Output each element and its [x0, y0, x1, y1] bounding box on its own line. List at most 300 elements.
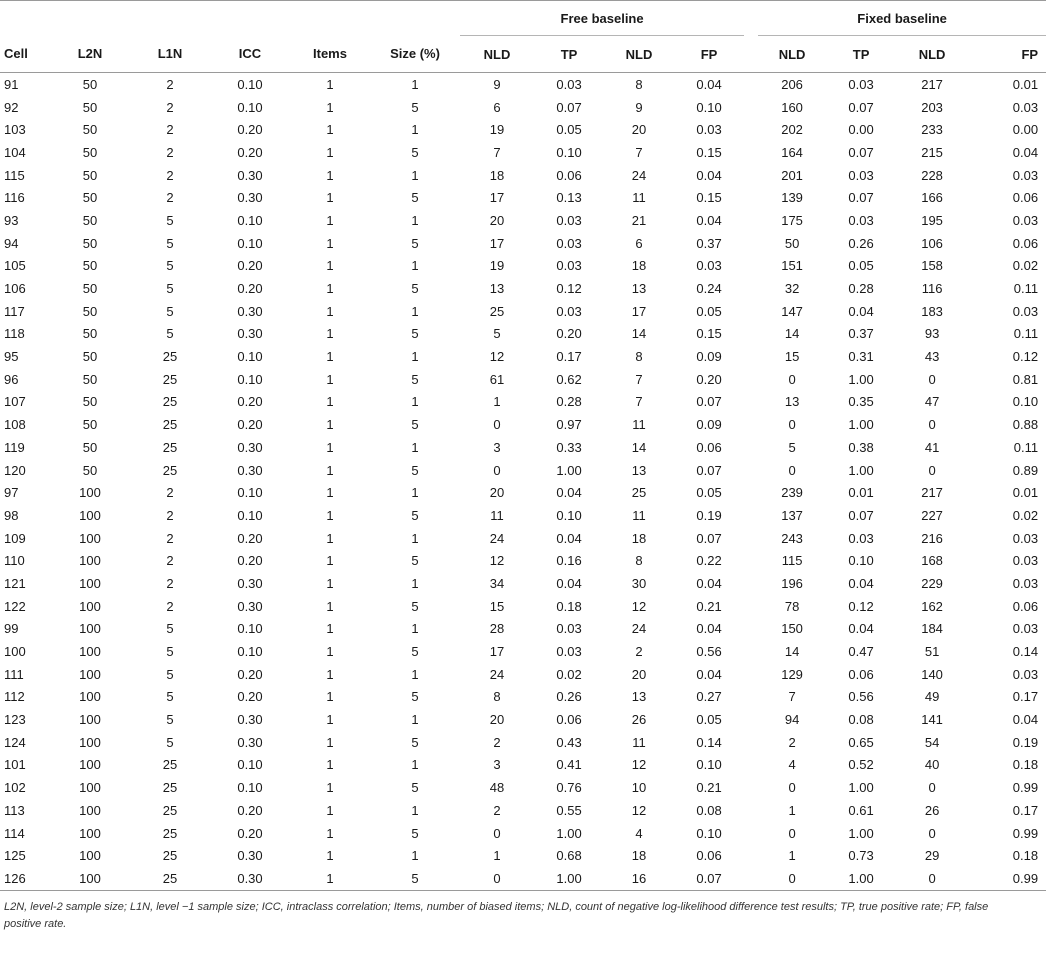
table-cell: 1 — [326, 644, 334, 660]
cell-spacer — [744, 549, 758, 572]
table-cell: 0.01 — [1012, 485, 1039, 501]
table-cell: 109 — [4, 530, 26, 546]
table-cell: 111 — [4, 666, 24, 682]
table-cell: 0.10 — [237, 507, 263, 523]
table-cell: 25 — [162, 439, 178, 455]
cell-spacer — [744, 799, 758, 822]
cell-spacer — [744, 618, 758, 641]
table-row — [0, 481, 1046, 504]
table-row — [0, 549, 1046, 572]
cell-spacer — [744, 345, 758, 368]
cell-spacer — [744, 118, 758, 141]
table-cell: 5 — [166, 734, 174, 750]
cell-spacer — [744, 776, 758, 799]
table-cell: 0.07 — [848, 190, 874, 206]
table-cell: 1 — [326, 734, 334, 750]
table-cell: 243 — [781, 530, 803, 546]
table-cell: 115 — [781, 553, 803, 569]
table-cell: 2 — [166, 598, 174, 614]
table-cell: 216 — [921, 530, 943, 546]
cell-spacer — [744, 232, 758, 255]
table-cell: 106 — [921, 235, 943, 251]
table-cell: 0.03 — [1012, 303, 1039, 319]
table-cell: 0.07 — [696, 462, 722, 478]
table-cell: 120 — [4, 462, 26, 478]
cell-spacer — [744, 164, 758, 187]
table-cell: 1.00 — [534, 867, 604, 890]
table-cell: 100 — [79, 734, 101, 750]
table-cell: 0 — [493, 462, 501, 478]
table-cell: 1 — [411, 485, 419, 501]
table-cell: 0 — [928, 371, 936, 387]
table-cell: 0.08 — [848, 712, 874, 728]
table-row — [0, 459, 1046, 482]
table-cell: 0.03 — [1012, 167, 1039, 183]
table-cell: 0.04 — [696, 76, 722, 92]
table-cell: 5 — [493, 326, 501, 342]
table-cell: 24 — [489, 530, 505, 546]
table-cell: 2 — [166, 507, 174, 523]
table-row — [0, 618, 1046, 641]
table-cell: 1 — [326, 212, 334, 228]
table-row — [0, 799, 1046, 822]
table-cell: 0.03 — [848, 76, 874, 92]
cell-spacer — [744, 391, 758, 414]
table-cell: 25 — [162, 394, 178, 410]
table-cell: 0.07 — [848, 507, 874, 523]
table-row — [0, 118, 1046, 141]
table-row — [0, 844, 1046, 867]
table-cell: 0.04 — [556, 575, 582, 591]
table-cell: 47 — [924, 394, 940, 410]
table-cell: 0.15 — [696, 190, 722, 206]
table-cell: 0.06 — [556, 712, 582, 728]
cell-spacer — [744, 595, 758, 618]
table-cell: 0.97 — [556, 417, 582, 433]
table-cell: 20 — [631, 666, 647, 682]
table-cell: 1 — [411, 530, 419, 546]
table-cell: 0.06 — [556, 167, 582, 183]
table-cell: 0 — [788, 462, 796, 478]
table-cell: 0.11 — [1013, 326, 1039, 342]
table-cell: 100 — [50, 867, 130, 890]
cell-spacer — [744, 504, 758, 527]
table-cell: 0.20 — [237, 825, 263, 841]
table-cell: 1 — [411, 802, 419, 818]
table-cell: 51 — [924, 644, 940, 660]
table-cell: 0.16 — [556, 553, 582, 569]
table-cell: 0.03 — [1012, 553, 1039, 569]
table-cell: 1 — [411, 349, 419, 365]
table-cell: 1 — [290, 867, 370, 890]
table-cell: 0 — [928, 462, 936, 478]
table-row — [0, 300, 1046, 323]
table-cell: 25 — [631, 485, 647, 501]
table-cell: 7 — [788, 689, 796, 705]
table-cell: 100 — [79, 553, 101, 569]
table-cell: 117 — [4, 303, 25, 319]
table-cell: 50 — [82, 144, 98, 160]
table-cell: 0.03 — [848, 167, 874, 183]
table-cell: 98 — [4, 507, 19, 523]
table-cell: 0.03 — [556, 303, 582, 319]
table-cell: 123 — [4, 712, 26, 728]
table-cell: 100 — [79, 575, 101, 591]
table-cell: 118 — [4, 326, 25, 342]
table-cell: 0 — [788, 371, 796, 387]
table-cell: 101 — [4, 757, 26, 773]
table-cell: 168 — [921, 553, 943, 569]
table-cell: 0.11 — [1013, 281, 1039, 297]
table-cell: 4 — [635, 825, 643, 841]
cell-spacer — [744, 186, 758, 209]
table-cell: 0.65 — [848, 734, 874, 750]
table-cell: 1 — [411, 76, 419, 92]
table-cell: 0.47 — [848, 644, 874, 660]
table-cell: 1 — [326, 417, 334, 433]
table-cell: 0.33 — [556, 439, 582, 455]
table-cell: 0 — [493, 417, 501, 433]
table-cell: 0.52 — [848, 757, 874, 773]
table-cell: 0.07 — [556, 99, 582, 115]
table-cell: 50 — [82, 99, 98, 115]
table-cell: 21 — [631, 212, 647, 228]
table-cell: 5 — [411, 371, 419, 387]
table-cell: 0.20 — [237, 689, 263, 705]
table-row — [0, 96, 1046, 119]
table-cell: 0.10 — [696, 757, 722, 773]
table-cell: 18 — [489, 167, 505, 183]
table-row — [0, 232, 1046, 255]
table-cell: 3 — [493, 439, 501, 455]
table-row — [0, 776, 1046, 799]
table-cell: 5 — [411, 644, 419, 660]
table-cell: 50 — [784, 235, 800, 251]
table-cell: 12 — [631, 598, 647, 614]
table-cell: 5 — [411, 99, 419, 115]
table-cell: 96 — [4, 371, 19, 387]
table-cell: 1 — [326, 825, 334, 841]
table-cell: 7 — [635, 144, 643, 160]
table-cell: 5 — [788, 439, 796, 455]
table-row — [0, 436, 1046, 459]
cell-spacer — [744, 323, 758, 346]
table-cell: 0.03 — [1012, 530, 1039, 546]
table-cell: 100 — [4, 644, 26, 660]
table-cell: 97 — [4, 485, 19, 501]
table-cell: 125 — [4, 848, 26, 864]
table-cell: 0.03 — [1012, 99, 1039, 115]
table-cell: 5 — [411, 144, 419, 160]
table-cell: 1 — [326, 530, 334, 546]
table-cell: 13 — [631, 462, 647, 478]
table-cell: 124 — [4, 734, 26, 750]
table-cell: 1.00 — [556, 825, 582, 841]
table-cell: 0.43 — [556, 734, 582, 750]
table-row — [0, 708, 1046, 731]
table-row — [0, 391, 1046, 414]
table-cell: 24 — [631, 167, 647, 183]
table-cell: 0.10 — [848, 553, 874, 569]
table-cell: 0 — [788, 825, 796, 841]
cell-spacer — [744, 436, 758, 459]
table-cell: 122 — [4, 598, 26, 614]
table-cell: 2 — [166, 144, 174, 160]
table-cell: 0.30 — [237, 167, 263, 183]
table-cell: 0.26 — [556, 689, 582, 705]
table-cell: 0.09 — [696, 349, 722, 365]
table-cell: 239 — [781, 485, 803, 501]
table-cell: 140 — [921, 666, 943, 682]
table-cell: 0.76 — [556, 780, 582, 796]
table-row — [0, 73, 1046, 96]
table-cell: 5 — [166, 258, 174, 274]
table-cell: 0.21 — [696, 598, 722, 614]
table-cell: 0 — [928, 417, 936, 433]
table-cell: 100 — [79, 598, 101, 614]
table-cell: 5 — [411, 281, 419, 297]
table-cell: 0.03 — [848, 212, 874, 228]
table-cell: 0.00 — [848, 122, 874, 138]
table-cell: 4 — [788, 757, 796, 773]
table-cell: 100 — [79, 621, 101, 637]
table-cell: 0.10 — [556, 144, 582, 160]
table-cell: 5 — [411, 326, 419, 342]
table-cell: 0 — [460, 867, 534, 890]
table-cell: 30 — [631, 575, 647, 591]
table-cell: 0.04 — [556, 530, 582, 546]
table-cell: 1 — [326, 848, 334, 864]
table-cell: 50 — [82, 190, 98, 206]
table-cell: 5 — [411, 598, 419, 614]
table-cell: 25 — [162, 825, 178, 841]
table-cell: 0.02 — [556, 666, 582, 682]
table-row — [0, 731, 1046, 754]
table-cell: 1 — [326, 689, 334, 705]
table-cell: 0.30 — [237, 462, 263, 478]
table-cell: 13 — [489, 281, 505, 297]
table-cell: 0.04 — [848, 303, 874, 319]
table-cell: 150 — [781, 621, 803, 637]
table-cell: 20 — [489, 212, 505, 228]
column-header: Cell — [0, 36, 50, 73]
table-cell: 5 — [411, 235, 419, 251]
table-cell: 25 — [162, 462, 178, 478]
table-cell: 100 — [79, 825, 101, 841]
table-cell: 5 — [166, 689, 174, 705]
table-cell: 0.03 — [556, 644, 582, 660]
table-cell: 14 — [631, 326, 647, 342]
table-cell: 0.99 — [968, 867, 1046, 890]
table-cell: 17 — [489, 190, 505, 206]
table-cell: 0.03 — [556, 235, 582, 251]
table-cell: 0.04 — [1012, 144, 1039, 160]
table-cell: 107 — [4, 394, 26, 410]
table-cell: 0.10 — [237, 780, 263, 796]
table-cell: 0.12 — [848, 598, 874, 614]
table-cell: 0.09 — [696, 417, 722, 433]
table-cell: 0.14 — [696, 734, 722, 750]
table-cell: 25 — [162, 757, 178, 773]
table-cell: 1 — [326, 712, 334, 728]
table-cell: 1 — [411, 575, 419, 591]
table-cell: 17 — [489, 235, 505, 251]
table-cell: 0.20 — [556, 326, 582, 342]
cell-spacer — [744, 663, 758, 686]
table-cell: 0.10 — [696, 99, 722, 115]
table-cell: 1 — [326, 371, 334, 387]
table-cell: 158 — [921, 258, 943, 274]
table-row — [0, 345, 1046, 368]
table-cell: 1.00 — [848, 462, 874, 478]
table-cell: 0.15 — [696, 144, 722, 160]
table-cell: 0.20 — [237, 553, 263, 569]
table-cell: 0.20 — [237, 281, 263, 297]
table-cell: 0.12 — [556, 281, 582, 297]
table-cell: 100 — [79, 689, 101, 705]
table-cell: 11 — [632, 417, 646, 433]
table-row — [0, 164, 1046, 187]
table-cell: 160 — [781, 99, 803, 115]
cell-spacer — [744, 754, 758, 777]
table-cell: 95 — [4, 349, 19, 365]
table-cell: 0.21 — [696, 780, 722, 796]
table-cell: 0.03 — [556, 258, 582, 274]
table-cell: 0.04 — [848, 575, 874, 591]
table-row — [0, 686, 1046, 709]
table-cell: 0.28 — [848, 281, 874, 297]
table-cell: 2 — [166, 76, 174, 92]
table-cell: 0.35 — [848, 394, 874, 410]
table-cell: 201 — [781, 167, 803, 183]
table-cell: 24 — [631, 621, 647, 637]
table-cell: 16 — [604, 867, 674, 890]
table-cell: 25 — [489, 303, 505, 319]
column-header: NLD — [896, 36, 968, 73]
table-cell: 2 — [166, 575, 174, 591]
table-cell: 6 — [493, 99, 501, 115]
table-cell: 19 — [489, 258, 505, 274]
table-row — [0, 255, 1046, 278]
table-cell: 0.10 — [237, 757, 263, 773]
table-cell: 5 — [411, 553, 419, 569]
table-cell: 1 — [493, 848, 501, 864]
table-cell: 0.30 — [237, 190, 263, 206]
table-cell: 0 — [896, 867, 968, 890]
table-cell: 15 — [784, 349, 800, 365]
table-cell: 0.07 — [674, 867, 744, 890]
table-cell: 5 — [166, 326, 174, 342]
table-cell: 100 — [79, 644, 101, 660]
table-row — [0, 368, 1046, 391]
table-cell: 94 — [784, 712, 800, 728]
table-cell: 1 — [326, 303, 334, 319]
table-cell: 0.20 — [237, 417, 263, 433]
table-cell: 116 — [4, 190, 25, 206]
table-cell: 1 — [411, 621, 419, 637]
table-cell: 9 — [635, 99, 643, 115]
table-cell: 0.06 — [848, 666, 874, 682]
table-cell: 91 — [4, 76, 19, 92]
table-cell: 1 — [326, 553, 334, 569]
table-cell: 5 — [166, 666, 174, 682]
cell-spacer — [744, 96, 758, 119]
table-cell: 147 — [781, 303, 803, 319]
table-cell: 114 — [4, 825, 25, 841]
table-cell: 11 — [632, 507, 646, 523]
table-cell: 1 — [326, 621, 334, 637]
table-cell: 0 — [493, 825, 501, 841]
table-cell: 1 — [493, 394, 501, 410]
table-cell: 8 — [493, 689, 501, 705]
table-cell: 0.17 — [1012, 689, 1039, 705]
table-cell: 50 — [82, 235, 98, 251]
table-cell: 0.07 — [848, 144, 874, 160]
table-cell: 0.10 — [237, 99, 263, 115]
table-cell: 7 — [635, 394, 643, 410]
table-cell: 0.04 — [696, 575, 722, 591]
table-cell: 1 — [411, 848, 419, 864]
table-cell: 0.10 — [556, 507, 582, 523]
table-cell: 0.10 — [1012, 394, 1039, 410]
table-cell: 0.03 — [556, 212, 582, 228]
table-cell: 11 — [632, 734, 646, 750]
table-cell: 2 — [166, 485, 174, 501]
table-cell: 50 — [82, 439, 98, 455]
cell-spacer — [744, 73, 758, 96]
table-cell: 20 — [489, 485, 505, 501]
table-cell: 1 — [326, 167, 334, 183]
table-cell: 15 — [489, 598, 505, 614]
table-cell: 1 — [326, 780, 334, 796]
table-row — [0, 572, 1046, 595]
table-cell: 116 — [921, 281, 943, 297]
table-cell: 141 — [921, 712, 943, 728]
table-cell: 0.03 — [1012, 666, 1039, 682]
column-header: TP — [534, 36, 604, 73]
table-cell: 121 — [4, 575, 26, 591]
table-row — [0, 754, 1046, 777]
cell-spacer — [744, 413, 758, 436]
table-cell: 195 — [921, 212, 943, 228]
table-cell: 0.07 — [848, 99, 874, 115]
table-cell: 0.62 — [556, 371, 582, 387]
table-cell: 0.03 — [696, 122, 722, 138]
table-cell: 10 — [631, 780, 647, 796]
table-cell: 0.03 — [556, 76, 582, 92]
table-cell: 13 — [784, 394, 800, 410]
table-cell: 1 — [411, 439, 419, 455]
table-cell: 0.99 — [1012, 825, 1039, 841]
column-header: Items — [290, 36, 370, 73]
table-cell: 50 — [82, 371, 98, 387]
table-cell: 11 — [490, 507, 504, 523]
table-row — [0, 209, 1046, 232]
table-cell: 12 — [489, 553, 505, 569]
table-cell: 0.20 — [237, 530, 263, 546]
table-body — [0, 73, 1046, 891]
column-header-row — [0, 36, 1046, 73]
table-cell: 43 — [924, 349, 940, 365]
cell-spacer — [744, 255, 758, 278]
table-cell: 1 — [326, 190, 334, 206]
table-cell: 100 — [79, 507, 101, 523]
table-cell: 1 — [411, 167, 419, 183]
table-cell: 2 — [166, 122, 174, 138]
table-cell: 184 — [921, 621, 943, 637]
table-cell: 0.05 — [696, 712, 722, 728]
table-cell: 1.00 — [826, 867, 896, 890]
